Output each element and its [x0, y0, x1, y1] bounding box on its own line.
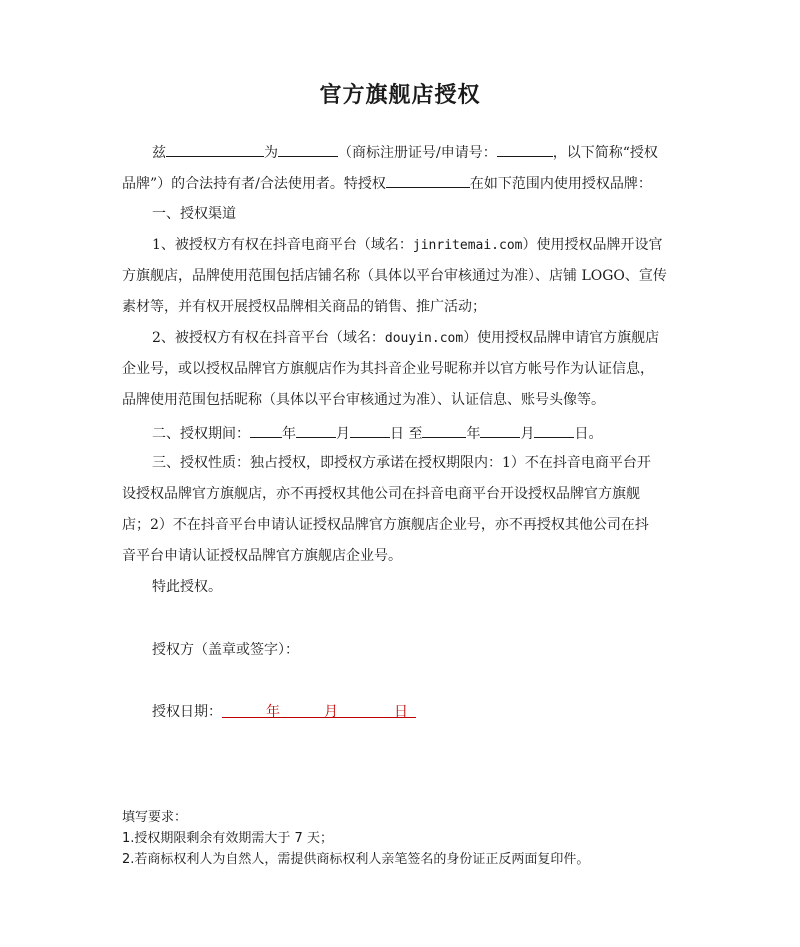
section1-item1-line1	[152, 235, 687, 256]
signature-date-blank[interactable]	[222, 702, 416, 718]
section3-line4: 音平台申请认证授权品牌官方旗舰店企业号。	[122, 548, 402, 564]
signature-year-label: 年	[266, 704, 280, 720]
start-day-label: 日	[390, 426, 404, 442]
intro-text-2: 为	[264, 145, 278, 161]
start-month-label: 月	[336, 426, 350, 442]
section3-line2: 设授权品牌官方旗舰店，亦不再授权其他公司在抖音电商平台开设授权品牌官方旗舰	[122, 486, 640, 502]
section1-item2-line1	[152, 328, 687, 349]
section2-period-line	[152, 422, 687, 444]
registration-number-blank[interactable]	[497, 141, 553, 157]
signature-date-label: 授权日期：	[152, 704, 222, 720]
section3-line3: 店；2）不在抖音平台申请认证授权品牌官方旗舰店企业号，亦不再授权其他公司在抖	[122, 517, 649, 533]
closing-statement: 特此授权。	[152, 579, 222, 595]
section3-line1: 三、授权性质：独占授权，即授权方承诺在授权期限内：1）不在抖音电商平台开	[152, 455, 651, 471]
intro-text-3: （商标注册证号/申请号：	[338, 145, 497, 161]
section1-item2-line3: 品牌使用范围包括昵称（具体以平台审核通过为准）、认证信息、账号头像等。	[122, 392, 605, 408]
end-month-blank[interactable]	[480, 422, 520, 438]
end-year-label: 年	[466, 426, 481, 442]
start-month-blank[interactable]	[296, 422, 336, 438]
section1-heading: 一、授权渠道	[152, 206, 236, 222]
intro-text-6: 在如下范围内使用授权品牌：	[469, 176, 652, 192]
requirement-item: 1.授权期限剩余有效期需大于 7 天；	[122, 831, 333, 846]
intro-text-1: 兹	[152, 145, 166, 161]
signature-label: 授权方（盖章或签字）：	[152, 642, 299, 658]
signature-date-line	[152, 702, 687, 722]
signature-month-label: 月	[324, 704, 338, 720]
item1-domain: jinritemai.com	[412, 238, 523, 253]
item2-domain: douyin.com	[384, 331, 464, 346]
end-year-blank[interactable]	[422, 422, 466, 438]
requirements-heading: 填写要求：	[122, 810, 188, 825]
grantee-blank[interactable]	[386, 172, 470, 188]
section1-item2-line2: 企业号，或以授权品牌官方旗舰店作为其抖音企业号昵称并以官方帐号作为认证信息，	[122, 361, 654, 377]
requirement-item: 2.若商标权利人为自然人，需提供商标权利人亲笔签名的身份证正反两面复印件。	[122, 852, 590, 867]
section1-item1-line3: 素材等，并有权开展授权品牌相关商品的销售、推广活动；	[122, 299, 486, 315]
section1-item1-line2: 方旗舰店，品牌使用范围包括店铺名称（具体以平台审核通过为准）、店铺 LOGO、宣传	[122, 268, 667, 284]
section2-heading: 二、授权期间：	[152, 426, 250, 442]
intro-text-4: ，以下简称“授权	[552, 145, 658, 161]
item1-text-b: ）使用授权品牌开设官	[522, 237, 663, 253]
document-title: 官方旗舰店授权	[319, 82, 481, 108]
end-day-label: 日。	[574, 426, 603, 442]
brand-blank[interactable]	[278, 141, 338, 157]
intro-line-2	[122, 172, 687, 194]
intro-text-5: 品牌”）的合法持有者/合法使用者。特授权	[122, 176, 386, 192]
intro-line-1	[152, 141, 687, 163]
start-day-blank[interactable]	[350, 422, 390, 438]
start-year-label: 年	[282, 426, 296, 442]
start-year-blank[interactable]	[250, 422, 282, 438]
period-to-label: 至	[408, 426, 423, 442]
end-day-blank[interactable]	[534, 422, 574, 438]
item1-text-a: 1、被授权方有权在抖音电商平台（域名：	[152, 237, 413, 253]
item2-text-b: ）使用授权品牌申请官方旗舰店	[463, 330, 660, 346]
item2-text-a: 2、被授权方有权在抖音平台（域名：	[152, 330, 385, 346]
grantor-blank[interactable]	[166, 141, 264, 157]
end-month-label: 月	[520, 426, 535, 442]
signature-day-label: 日	[394, 704, 408, 720]
